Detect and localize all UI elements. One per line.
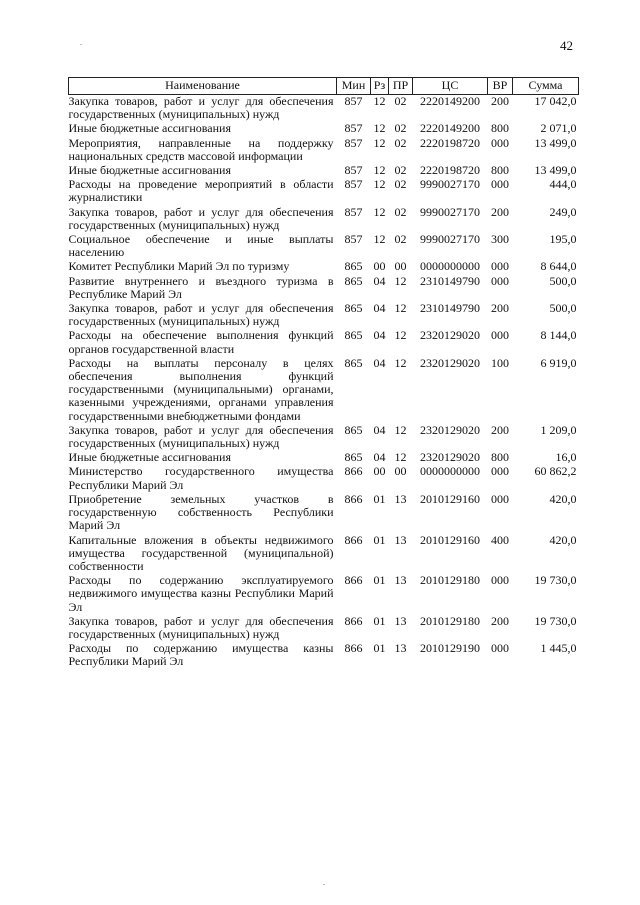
row-sum: 444,0 bbox=[549, 177, 577, 192]
row-rz: 04 bbox=[373, 273, 386, 288]
row-rz: 12 bbox=[373, 204, 386, 219]
row-min: 865 bbox=[344, 259, 363, 274]
row-name: Развитие внутреннего и въездного туризма в Республике Марий Эл bbox=[68, 273, 334, 301]
row-cs: 0000000000 bbox=[420, 259, 480, 274]
table-row bbox=[69, 260, 579, 274]
row-rz: 01 bbox=[373, 532, 386, 547]
row-name: Иные бюджетные ассигнования bbox=[68, 450, 231, 465]
row-pr: 13 bbox=[394, 641, 407, 656]
row-rz: 01 bbox=[373, 491, 386, 506]
row-pr: 02 bbox=[394, 94, 407, 108]
row-cs: 2220149200 bbox=[420, 94, 480, 108]
row-vr: 800 bbox=[491, 121, 509, 136]
row-pr: 00 bbox=[394, 259, 407, 274]
row-min: 866 bbox=[344, 613, 363, 628]
row-min: 857 bbox=[344, 94, 363, 108]
row-name: Расходы на проведение мероприятий в области журналистики bbox=[68, 177, 334, 205]
table-row bbox=[69, 329, 579, 356]
row-cs: 2220149200 bbox=[420, 121, 480, 136]
row-vr: 100 bbox=[491, 355, 509, 370]
row-rz: 04 bbox=[373, 301, 386, 316]
row-sum: 2 071,0 bbox=[540, 121, 577, 136]
row-cs: 2010129160 bbox=[420, 532, 480, 547]
row-sum: 1 445,0 bbox=[540, 641, 577, 656]
row-name: Иные бюджетные ассигнования bbox=[68, 163, 231, 178]
row-min: 865 bbox=[344, 273, 363, 288]
row-min: 866 bbox=[344, 532, 363, 547]
row-cs: 2310149790 bbox=[420, 273, 480, 288]
budget-table bbox=[68, 77, 579, 670]
row-vr: 000 bbox=[491, 641, 509, 656]
row-name: Закупка товаров, работ и услуг для обеспечения государственных (муниципальных) нужд bbox=[68, 301, 334, 329]
row-cs: 2010129160 bbox=[420, 491, 480, 506]
row-name: Министерство государственного имущества Республики Марий Эл bbox=[68, 464, 334, 492]
row-rz: 04 bbox=[373, 422, 386, 437]
row-min: 865 bbox=[344, 328, 363, 343]
row-name: Расходы по содержанию имущества казны Республики Марий Эл bbox=[68, 641, 334, 669]
page-number: 42 bbox=[560, 38, 573, 53]
row-pr: 13 bbox=[394, 573, 407, 588]
row-sum: 420,0 bbox=[549, 491, 577, 506]
row-vr: 200 bbox=[491, 422, 509, 437]
row-sum: 16,0 bbox=[555, 450, 577, 465]
row-sum: 8 644,0 bbox=[540, 259, 577, 274]
row-cs: 2220198720 bbox=[420, 135, 480, 150]
table-row bbox=[69, 465, 579, 492]
row-pr: 02 bbox=[394, 232, 407, 247]
row-name: Приобретение земельных участков в государственную собственность Республики Марий Эл bbox=[68, 491, 334, 533]
row-vr: 000 bbox=[491, 491, 509, 506]
row-cs: 2320129020 bbox=[420, 450, 480, 465]
row-rz: 01 bbox=[373, 613, 386, 628]
row-rz: 04 bbox=[373, 328, 386, 343]
row-min: 865 bbox=[344, 301, 363, 316]
row-cs: 0000000000 bbox=[420, 464, 480, 479]
row-min: 857 bbox=[344, 163, 363, 178]
row-vr: 200 bbox=[491, 301, 509, 316]
row-min: 857 bbox=[344, 232, 363, 247]
row-rz: 12 bbox=[373, 232, 386, 247]
row-name: Расходы на обеспечение выполнения функций органов государственной власти bbox=[68, 328, 334, 356]
row-sum: 249,0 bbox=[549, 204, 577, 219]
row-pr: 02 bbox=[394, 121, 407, 136]
row-rz: 12 bbox=[373, 94, 386, 108]
table-row bbox=[69, 137, 579, 164]
row-name: Капитальные вложения в объекты недвижимого имущества государственной (муниципальной) собственности bbox=[68, 532, 334, 573]
row-vr: 000 bbox=[491, 573, 509, 588]
row-pr: 02 bbox=[394, 177, 407, 192]
row-sum: 13 499,0 bbox=[534, 163, 577, 178]
row-pr: 00 bbox=[394, 464, 407, 479]
scan-speck bbox=[323, 884, 325, 885]
row-name: Закупка товаров, работ и услуг для обеспечения государственных (муниципальных) нужд bbox=[68, 422, 334, 451]
row-cs: 2320129020 bbox=[420, 422, 480, 437]
table-row bbox=[69, 493, 579, 534]
row-name: Закупка товаров, работ и услуг для обеспечения государственных (муниципальных) нужд bbox=[68, 94, 334, 122]
table-row bbox=[69, 574, 579, 615]
header-pr: ПР bbox=[389, 78, 413, 95]
header-sum: Сумма bbox=[513, 78, 579, 95]
row-pr: 02 bbox=[394, 204, 407, 219]
row-name: Иные бюджетные ассигнования bbox=[68, 121, 231, 136]
table-header-row bbox=[69, 78, 579, 95]
row-rz: 04 bbox=[373, 450, 386, 465]
row-min: 866 bbox=[344, 641, 363, 656]
row-pr: 13 bbox=[394, 491, 407, 506]
row-rz: 12 bbox=[373, 121, 386, 136]
row-cs: 9990027170 bbox=[420, 177, 480, 192]
row-cs: 2010129180 bbox=[420, 573, 480, 588]
row-pr: 12 bbox=[394, 328, 407, 343]
row-vr: 000 bbox=[491, 259, 509, 274]
row-cs: 2010129180 bbox=[420, 613, 480, 628]
row-min: 866 bbox=[344, 464, 363, 479]
row-vr: 200 bbox=[491, 94, 509, 108]
row-name: Комитет Республики Марий Эл по туризму bbox=[68, 259, 290, 274]
table-row bbox=[69, 534, 579, 575]
row-vr: 300 bbox=[491, 232, 509, 247]
table-row bbox=[69, 95, 579, 123]
row-vr: 800 bbox=[491, 450, 509, 465]
row-name: Расходы по содержанию эксплуатируемого недвижимого имущества казны Республики Марий Эл bbox=[68, 573, 334, 614]
table-row bbox=[69, 206, 579, 233]
table-row bbox=[69, 642, 579, 669]
row-pr: 12 bbox=[394, 273, 407, 288]
table-row bbox=[69, 233, 579, 260]
row-cs: 2310149790 bbox=[420, 301, 480, 316]
row-cs: 2010129190 bbox=[420, 641, 480, 656]
row-sum: 19 730,0 bbox=[534, 573, 577, 588]
row-name: Закупка товаров, работ и услуг для обеспечения государственных (муниципальных) нужд bbox=[68, 204, 334, 232]
row-sum: 500,0 bbox=[549, 273, 577, 288]
header-min: Мин bbox=[337, 78, 371, 95]
table-row bbox=[69, 424, 579, 451]
row-pr: 12 bbox=[394, 301, 407, 316]
row-pr: 13 bbox=[394, 613, 407, 628]
row-pr: 13 bbox=[394, 532, 407, 547]
table-row bbox=[69, 164, 579, 178]
row-sum: 60 862,2 bbox=[534, 464, 577, 479]
row-name: Закупка товаров, работ и услуг для обеспечения государственных (муниципальных) нужд bbox=[68, 613, 334, 641]
row-rz: 04 bbox=[373, 355, 386, 370]
row-vr: 000 bbox=[491, 177, 509, 192]
table-row bbox=[69, 122, 579, 136]
row-vr: 000 bbox=[491, 273, 509, 288]
row-sum: 1 209,0 bbox=[540, 422, 577, 437]
header-vr: ВР bbox=[488, 78, 513, 95]
header-name: Наименование bbox=[69, 78, 337, 95]
table-row bbox=[69, 615, 579, 642]
row-cs: 2220198720 bbox=[420, 163, 480, 178]
row-sum: 19 730,0 bbox=[534, 613, 577, 628]
row-cs: 2320129020 bbox=[420, 328, 480, 343]
row-pr: 12 bbox=[394, 422, 407, 437]
row-vr: 200 bbox=[491, 613, 509, 628]
table-row bbox=[69, 178, 579, 205]
row-rz: 00 bbox=[373, 464, 386, 479]
row-min: 857 bbox=[344, 135, 363, 150]
row-sum: 195,0 bbox=[549, 232, 577, 247]
row-min: 857 bbox=[344, 121, 363, 136]
table-body bbox=[69, 95, 579, 670]
row-min: 866 bbox=[344, 491, 363, 506]
row-min: 865 bbox=[344, 355, 363, 370]
row-min: 857 bbox=[344, 177, 363, 192]
row-min: 865 bbox=[344, 450, 363, 465]
row-name: Расходы на выплаты персоналу в целях обеспечения выполнения функций государственными (муниципальными) органами, казенными учреждениями, органами управления государственными внебюджетными фондами bbox=[68, 355, 334, 423]
row-min: 866 bbox=[344, 573, 363, 588]
row-rz: 12 bbox=[373, 163, 386, 178]
table-row bbox=[69, 451, 579, 465]
row-rz: 01 bbox=[373, 573, 386, 588]
row-sum: 8 144,0 bbox=[540, 328, 577, 343]
row-sum: 17 042,0 bbox=[534, 94, 577, 108]
header-rz: Рз bbox=[371, 78, 389, 95]
row-cs: 9990027170 bbox=[420, 232, 480, 247]
row-cs: 2320129020 bbox=[420, 355, 480, 370]
table-row bbox=[69, 357, 579, 424]
row-sum: 500,0 bbox=[549, 301, 577, 316]
row-min: 865 bbox=[344, 422, 363, 437]
header-cs: ЦС bbox=[413, 78, 488, 95]
scan-speck bbox=[80, 44, 82, 45]
table-row bbox=[69, 302, 579, 329]
row-vr: 400 bbox=[491, 532, 509, 547]
row-vr: 000 bbox=[491, 135, 509, 150]
row-vr: 800 bbox=[491, 163, 509, 178]
row-sum: 420,0 bbox=[549, 532, 577, 547]
row-name: Социальное обеспечение и иные выплаты населению bbox=[68, 232, 334, 260]
row-sum: 6 919,0 bbox=[540, 355, 577, 370]
row-pr: 12 bbox=[394, 355, 407, 370]
row-vr: 000 bbox=[491, 464, 509, 479]
row-cs: 9990027170 bbox=[420, 204, 480, 219]
row-pr: 12 bbox=[394, 450, 407, 465]
row-name: Мероприятия, направленные на поддержку национальных средств массовой информации bbox=[68, 135, 334, 163]
row-rz: 12 bbox=[373, 135, 386, 150]
row-vr: 200 bbox=[491, 204, 509, 219]
row-min: 857 bbox=[344, 204, 363, 219]
table-row bbox=[69, 275, 579, 302]
row-vr: 000 bbox=[491, 328, 509, 343]
row-pr: 02 bbox=[394, 135, 407, 150]
row-rz: 00 bbox=[373, 259, 386, 274]
row-rz: 12 bbox=[373, 177, 386, 192]
row-rz: 01 bbox=[373, 641, 386, 656]
row-pr: 02 bbox=[394, 163, 407, 178]
row-sum: 13 499,0 bbox=[534, 135, 577, 150]
